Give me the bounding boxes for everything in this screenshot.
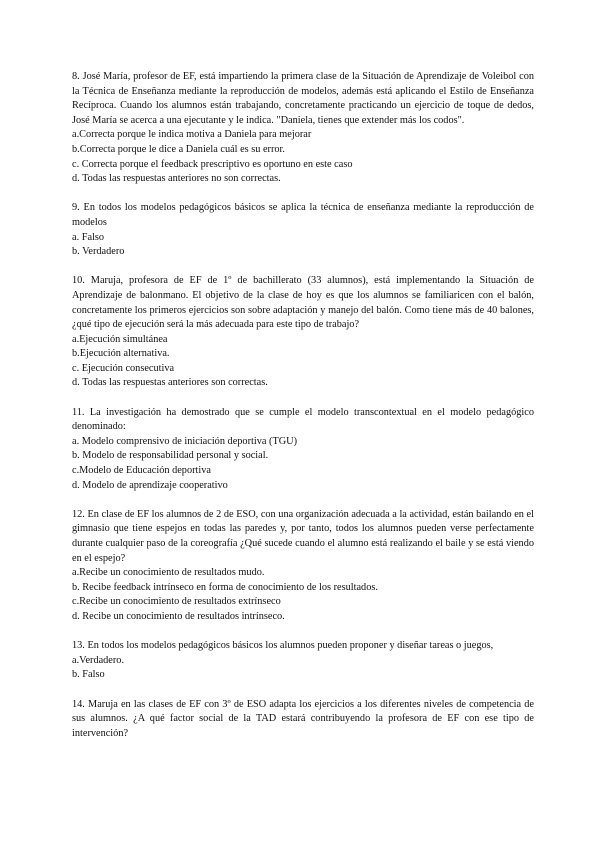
question-text: 10. Maruja, profesora de EF de 1º de bachillerato (33 alumnos), está implementando la Situación de Aprendizaje de balonmano. El objetivo de la clase de hoy es que los alumnos se familiaricen con el balón, concretamente los primeros ejercicios son sobre adaptación y manejo del balón. Como tiene más de 40 balones, ¿qué tipo de ejecución será la más adecuada para este tipo de trabajo? [72,275,534,331]
question-12 [72,508,534,625]
option-d: d. Todas las respuestas anteriores no son correctas. [72,173,281,185]
option-d: d. Todas las respuestas anteriores son correctas. [72,377,268,389]
option-b: b. Modelo de responsabilidad personal y social. [72,450,269,462]
option-a: a.Correcta porque le indica motiva a Daniela para mejorar [72,129,312,141]
option-a: a.Ejecución simultánea [72,333,168,345]
option-list [72,566,534,624]
question-text: 14. Maruja en las clases de EF con 3º de ESO adapta los ejercicios a los diferentes niveles de competencia de sus alumnos. ¿A qué factor social de la TAD estará contribuyendo la profesora de EF con ese tipo de intervención? [72,698,534,739]
option-b: b. Verdadero [72,246,125,258]
option-list [72,435,534,493]
option-c: c.Recibe un conocimiento de resultados extrínseco [72,596,281,608]
option-d: d. Recibe un conocimiento de resultados intrínseco. [72,610,285,622]
question-13 [72,639,534,683]
option-b: b.Ejecución alternativa. [72,348,170,360]
option-c: c.Modelo de Educación deportiva [72,465,211,477]
option-d: d. Modelo de aprendizaje cooperativo [72,479,228,491]
option-list [72,231,534,260]
document-page [72,70,534,756]
option-c: c. Correcta porque el feedback prescriptivo es oportuno en este caso [72,158,353,170]
question-text: 13. En todos los modelos pedagógicos básicos los alumnos pueden proponer y diseñar tareas o juegos, [72,640,494,652]
option-list [72,128,534,186]
option-c: c. Ejecución consecutiva [72,362,175,374]
option-b: b.Correcta porque le dice a Daniela cuál es su error. [72,143,285,155]
question-11 [72,406,534,494]
option-a: a. Modelo comprensivo de iniciación deportiva (TGU) [72,435,298,447]
option-a: a.Verdadero. [72,654,125,666]
option-a: a.Recibe un conocimiento de resultados mudo. [72,567,265,579]
question-text: 8. José María, profesor de EF, está impartiendo la primera clase de la Situación de Aprendizaje de Voleibol con la Técnica de Enseñanza mediante la reproducción de modelos, además está aplicando el Estilo de Enseñanza Recíproca. Cuando los alumnos están trabajando, concretamente practicando un ejercicio de toque de dedos, José María se acerca a una ejecutante y le indica. "Daniela, tienes que extender más los codos". [72,71,534,126]
question-9 [72,201,534,259]
question-text: 9. En todos los modelos pedagógicos básicos se aplica la técnica de enseñanza mediante la reproducción de modelos [72,202,534,228]
question-10 [72,274,534,391]
option-list [72,654,534,683]
option-list [72,333,534,391]
option-a: a. Falso [72,231,105,243]
question-14 [72,698,534,742]
question-text: 11. La investigación ha demostrado que se cumple el modelo transcontextual en el modelo pedagógico denominado: [72,406,534,433]
question-8 [72,70,534,187]
option-b: b. Falso [72,669,105,681]
question-text: 12. En clase de EF los alumnos de 2 de ESO, con una organización adecuada a la actividad, están bailando en el gimnasio que tiene espejos en todas las paredes y, por tanto, todos los alumnos pueden verse perfectamente durante cualquier paso de la coreografía ¿Qué sucede cuando el alumno está realizando el baile y se está viendo en el espejo? [72,508,534,564]
option-b: b. Recibe feedback intrínseco en forma de conocimiento de los resultados. [72,581,378,593]
